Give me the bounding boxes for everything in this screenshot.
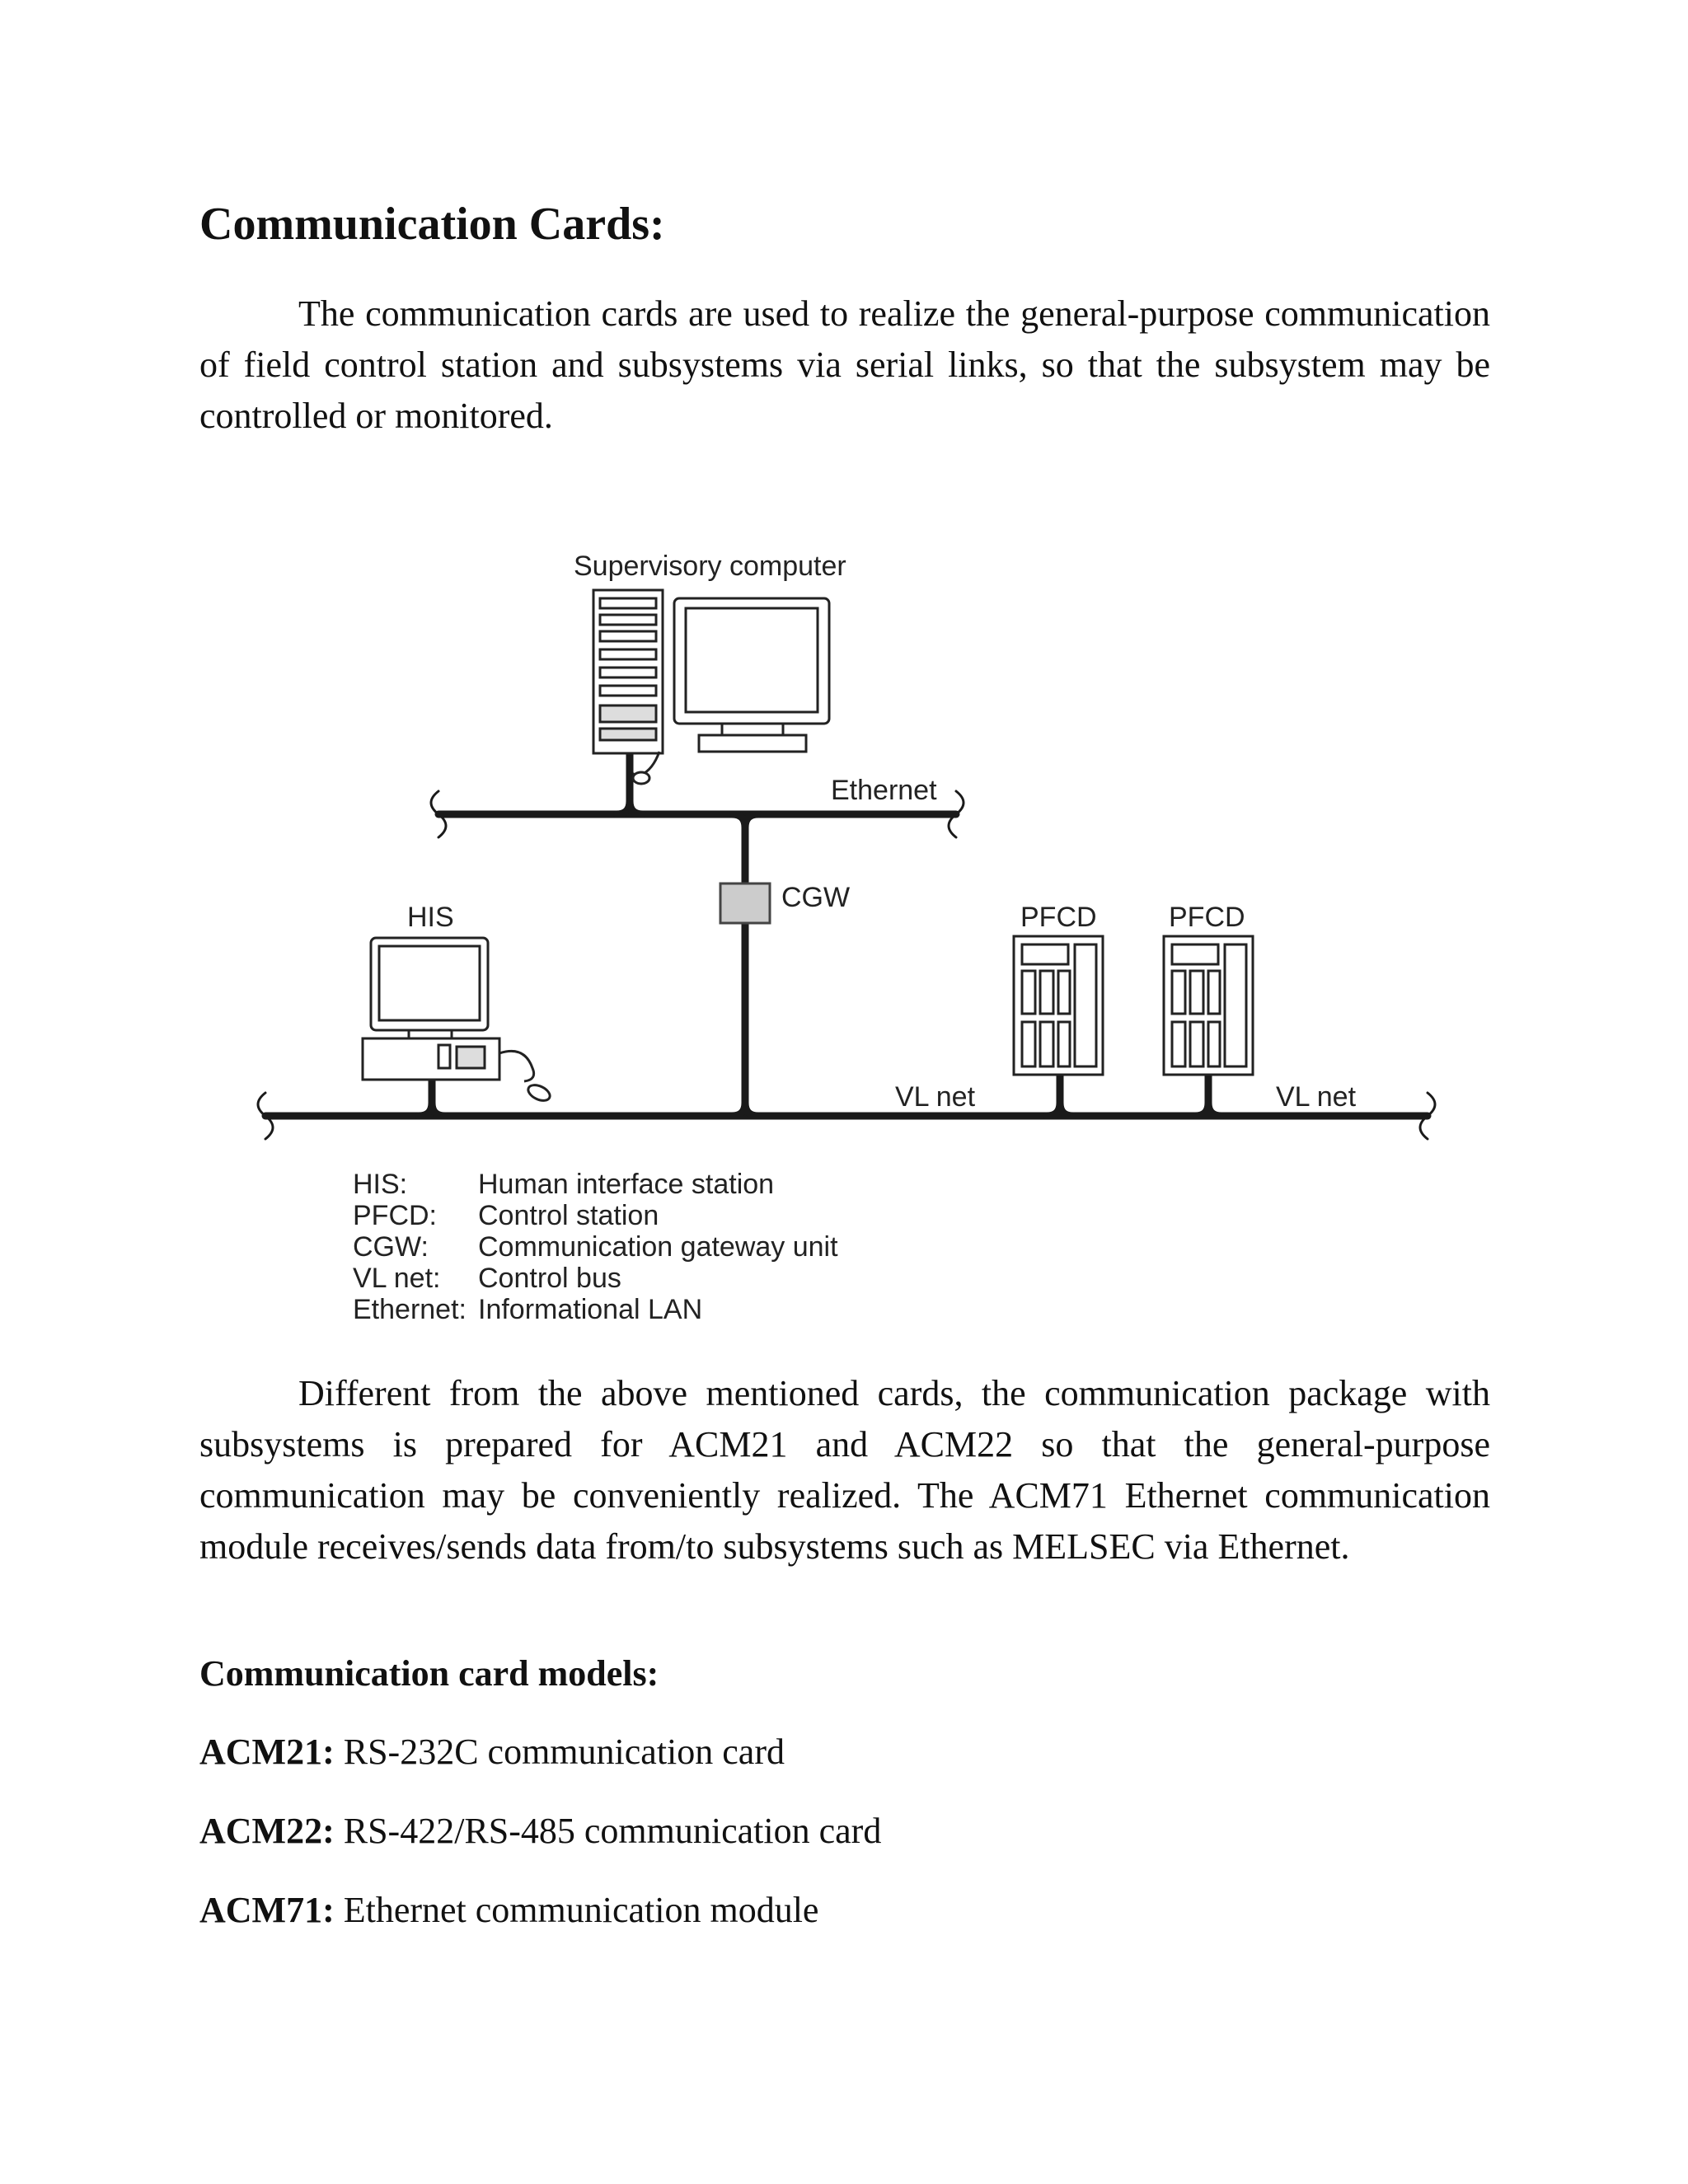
model-code: ACM71: (199, 1890, 335, 1930)
legend-term: VL net: (353, 1263, 441, 1294)
legend-term: Ethernet: (353, 1294, 467, 1325)
model-item-acm22 (199, 1810, 881, 1852)
his-computer-icon (363, 938, 499, 1080)
legend-desc: Control bus (478, 1263, 621, 1294)
cgw-unit (720, 883, 770, 923)
models-heading: Communication card models: (199, 1653, 659, 1694)
diagram-legend (353, 1169, 838, 1325)
legend-desc: Control station (478, 1200, 659, 1231)
network-diagram (247, 536, 1451, 1170)
supervisory-monitor-icon (674, 598, 829, 752)
model-code: ACM22: (199, 1811, 335, 1851)
legend-row (353, 1294, 838, 1325)
pfcd-cabinet-icon (1014, 936, 1103, 1075)
legend-term: HIS: (353, 1169, 408, 1200)
label-pfcd-2: PFCD (1169, 902, 1245, 933)
model-item-acm71 (199, 1889, 818, 1931)
label-vlnet-2: VL net (1276, 1081, 1357, 1113)
label-supervisory-computer: Supervisory computer (574, 551, 846, 582)
model-description: Ethernet communication module (334, 1890, 819, 1930)
label-ethernet: Ethernet (831, 775, 937, 806)
page-title: Communication Cards: (199, 199, 665, 250)
label-his: HIS (407, 902, 454, 933)
model-description: RS-232C communication card (334, 1732, 785, 1772)
label-pfcd-1: PFCD (1020, 902, 1097, 933)
description-paragraph: Different from the above mentioned cards, the communication package with subsystems is prepared for ACM21 and ACM22 so that the general-purpose communication may be conveniently realized. The ACM71 Ethernet communication module receives/sends data from/to subsystems such as MELSEC via Ethernet. (199, 1373, 1490, 1567)
model-code: ACM21: (199, 1732, 335, 1772)
legend-row (353, 1169, 838, 1200)
intro-paragraph: The communication cards are used to realize the general-purpose communication of field control station and subsystems via serial links, so that the subsystem may be controlled or monitored. (199, 293, 1490, 436)
legend-row (353, 1200, 838, 1231)
legend-term: PFCD: (353, 1200, 437, 1231)
legend-desc: Informational LAN (478, 1294, 703, 1325)
legend-row (353, 1263, 838, 1294)
supervisory-tower-icon (593, 590, 663, 753)
model-description: RS-422/RS-485 communication card (334, 1811, 882, 1851)
his-mouse-icon (499, 1051, 534, 1081)
legend-term: CGW: (353, 1231, 429, 1263)
legend-desc: Human interface station (478, 1169, 775, 1200)
label-vlnet-1: VL net (895, 1081, 976, 1113)
legend-desc: Communication gateway unit (478, 1231, 838, 1263)
model-item-acm21 (199, 1731, 785, 1773)
pfcd-cabinet-icon (1164, 936, 1253, 1075)
legend-row (353, 1231, 838, 1263)
label-cgw: CGW (781, 882, 851, 913)
